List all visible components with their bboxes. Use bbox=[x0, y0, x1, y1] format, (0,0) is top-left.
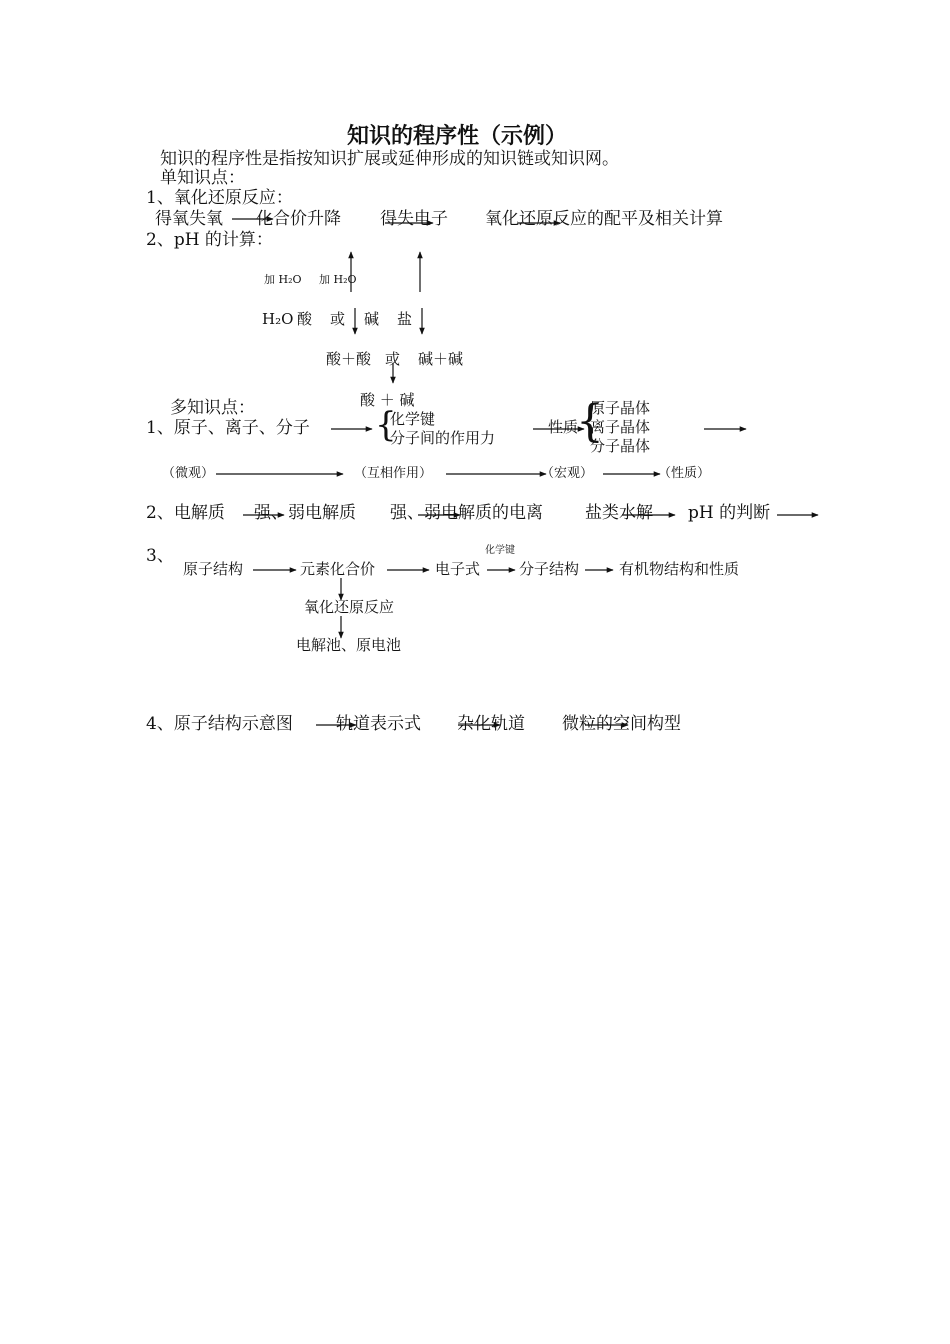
redox-step-1: 得氧失氧 bbox=[155, 209, 223, 229]
m3-step-3: 电子式 bbox=[435, 560, 481, 578]
m1-bond-1: 化学键 bbox=[390, 410, 436, 428]
ph-acid-acid: 酸＋酸 bbox=[326, 350, 372, 368]
m2-step-3: 盐类水解 bbox=[585, 503, 653, 523]
redox-step-3: 得失电子 bbox=[380, 209, 448, 229]
m3-step-4: 分子结构 bbox=[519, 560, 580, 578]
m2-step-4: pH 的判断 bbox=[688, 503, 771, 523]
m1-level-2: （互相作用） bbox=[354, 466, 433, 481]
ph-or-1: 或 bbox=[330, 310, 346, 328]
m3-branch-1: 氧化还原反应 bbox=[304, 598, 395, 616]
ph-label: 2、pH 的计算： bbox=[146, 230, 273, 250]
ph-acid: 酸 bbox=[297, 310, 313, 328]
m4-step-3: 微粒的空间构型 bbox=[562, 714, 681, 734]
m1-brace-1: { bbox=[375, 405, 397, 445]
m1-brace-2: { bbox=[576, 396, 604, 447]
m3-branch-2: 电解池、原电池 bbox=[296, 636, 402, 654]
m3-step-5: 有机物结构和性质 bbox=[619, 560, 740, 578]
multi-heading: 多知识点： bbox=[170, 398, 255, 418]
m1-crystal-2: 离子晶体 bbox=[590, 418, 651, 436]
redox-step-2: 化合价升降 bbox=[256, 209, 341, 229]
ph-acid-base: 酸 ＋ 碱 bbox=[360, 391, 415, 409]
ph-base: 碱 bbox=[364, 310, 380, 328]
redox-step-4: 氧化还原反应的配平及相关计算 bbox=[485, 209, 723, 229]
ph-or-2: 或 bbox=[385, 350, 401, 368]
m3-label: 3、 bbox=[146, 546, 174, 566]
m2-step-2: 强、弱电解质的电离 bbox=[390, 503, 543, 523]
m3-step-2: 元素化合价 bbox=[300, 560, 376, 578]
page-title: 知识的程序性（示例） bbox=[347, 123, 568, 149]
m4-step-1: 轨道表示式 bbox=[336, 714, 421, 734]
m1-bond-2: 分子间的作用力 bbox=[390, 429, 496, 447]
m3-step-1: 原子结构 bbox=[183, 560, 244, 578]
ph-h2o: H₂O bbox=[262, 310, 294, 328]
single-heading: 单知识点： bbox=[160, 168, 245, 188]
m4-label: 4、原子结构示意图 bbox=[146, 714, 293, 734]
m1-crystal-1: 原子晶体 bbox=[590, 399, 651, 417]
m2-label: 2、电解质 bbox=[146, 503, 225, 523]
intro-text: 知识的程序性是指按知识扩展或延伸形成的知识链或知识网。 bbox=[160, 149, 619, 169]
m3-arrow-note: 化学键 bbox=[485, 545, 515, 556]
m1-crystal-3: 分子晶体 bbox=[590, 437, 651, 455]
ph-salt: 盐 bbox=[397, 310, 413, 328]
m1-level-3: （宏观） bbox=[541, 466, 594, 481]
m1-level-4: （性质） bbox=[658, 466, 711, 481]
m1-label: 1、原子、离子、分子 bbox=[146, 418, 310, 438]
ph-add-water-1: 加 H₂O bbox=[264, 273, 302, 286]
ph-base-base: 碱＋碱 bbox=[418, 350, 464, 368]
redox-label: 1、氧化还原反应： bbox=[146, 188, 293, 208]
m1-level-1: （微观） bbox=[162, 466, 215, 481]
m2-step-1: 强、弱电解质 bbox=[254, 503, 356, 523]
m4-step-2: 杂化轨道 bbox=[457, 714, 525, 734]
ph-add-water-2: 加 H₂O bbox=[319, 273, 357, 286]
m1-property: 性质 bbox=[548, 418, 579, 436]
